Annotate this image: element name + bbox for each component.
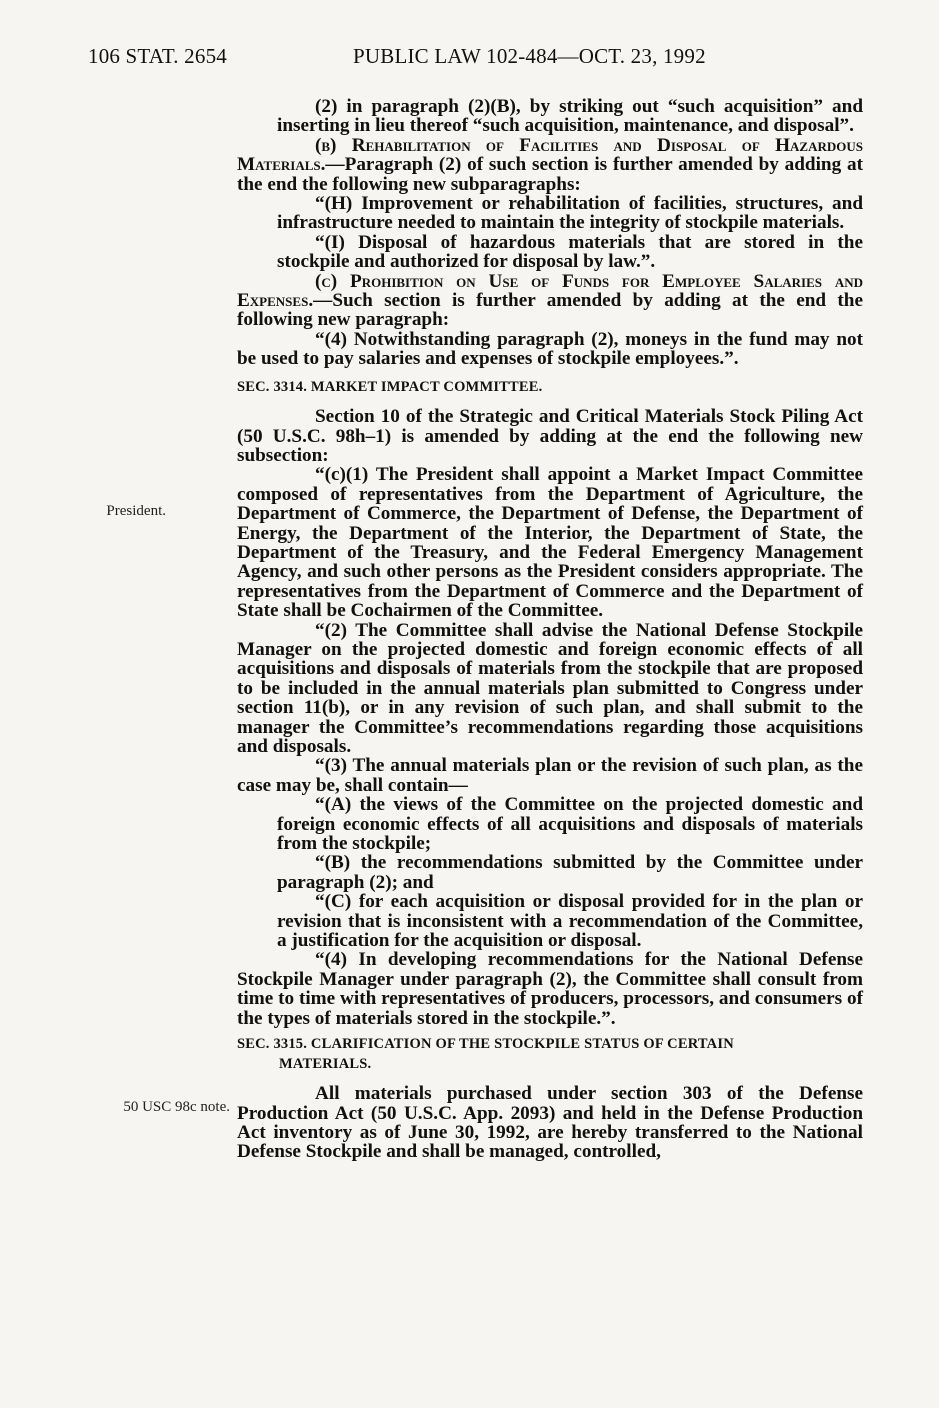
paragraph-c2: “(2) The Committee shall advise the National Defense Stockpile Manager on the projected domestic and foreign economic effects of all acquisitions and disposals of materials from the stockpile that are proposed to be included in the annual materials plan submitted to Congress under section 11(b), or in any revision of such plan, and shall submit to the manager the Committee’s recommendations regarding those acquisitions and disposals. [237, 619, 863, 757]
subsection-c-text: —Such section is further amended by adding at the end the following new paragraph: [237, 290, 863, 331]
subparagraph-i: “(I) Disposal of hazardous materials that are stored in the stockpile and authorized for disposal by law.”. [277, 231, 863, 273]
section-3315-heading [237, 1034, 863, 1074]
paragraph-c3: “(3) The annual materials plan or the revision of such plan, as the case may be, shall contain— [237, 755, 863, 796]
subsection-b-heading: (b) Rehabilitation of Facilities and Disposal of Hazardous Materials. [237, 134, 863, 176]
page-header [88, 44, 848, 74]
paragraph-c1: “(c)(1) The President shall appoint a Market Impact Committee composed of representatives from the Department of Agriculture, the Department of Commerce, the Department of Defense, the Department of Energy, the Department of the Interior, the Department of State, the Department of the Treasury, and the Federal Emergency Management Agency, and such other persons as the President considers appropriate. The representatives from the Department of Commerce and the Department of State shall be Cochairmen of the Committee. [237, 464, 863, 622]
subparagraph-h: “(H) Improvement or rehabilitation of facilities, structures, and infrastructure needed to maintain the integrity of stockpile materials. [277, 193, 863, 234]
subparagraph-b: “(B) the recommendations submitted by the Committee under paragraph (2); and [277, 852, 863, 893]
paragraph-4-funds: “(4) Notwithstanding paragraph (2), moneys in the fund may not be used to pay salaries and expenses of stockpile employees.”. [237, 328, 863, 370]
section-3314-intro: Section 10 of the Strategic and Critical Materials Stock Piling Act (50 U.S.C. 98h–1) is amended by adding at the end the following new subsection: [237, 406, 863, 466]
subsection-b [237, 136, 863, 194]
law-reference: PUBLIC LAW 102-484—OCT. 23, 1992 [353, 44, 706, 68]
margin-note-president: President. [106, 503, 166, 519]
subparagraph-c: “(C) for each acquisition or disposal provided for in the plan or revision that is inconsistent with a recommendation of the Committee, a justification for the acquisition or disposal. [277, 891, 863, 952]
section-3315-text: All materials purchased under section 303 of the Defense Production Act (50 U.S.C. App. 2093) and held in the Defense Production Act inventory as of June 30, 1992, are hereby transferred to the National Defense Stockpile and shall be managed, controlled, [237, 1083, 863, 1163]
section-3315-heading-line1: SEC. 3315. CLARIFICATION OF THE STOCKPILE STATUS OF CERTAIN [237, 1036, 734, 1053]
document-body [237, 97, 863, 1162]
section-3315-heading-line2: MATERIALS. [279, 1056, 372, 1073]
stat-reference: 106 STAT. 2654 [88, 44, 227, 68]
section-3314-heading: SEC. 3314. MARKET IMPACT COMMITTEE. [237, 378, 543, 395]
subsection-b-text: —Paragraph (2) of such section is further amended by adding at the end the following new subparagraphs: [237, 154, 863, 195]
subsection-c-heading: (c) Prohibition on Use of Funds for Employee Salaries and Expenses. [237, 270, 863, 312]
subsection-c [237, 272, 863, 330]
paragraph-c4: “(4) In developing recommendations for the National Defense Stockpile Manager under paragraph (2), the Committee shall consult from time to time with representatives of producers, processors, and consumers of the types of materials stored in the stockpile.”. [237, 949, 863, 1029]
paragraph-2b-amendment: (2) in paragraph (2)(B), by striking out “such acquisition” and inserting in lieu thereof “such acquisition, maintenance, and disposal”. [277, 96, 863, 137]
subparagraph-a: “(A) the views of the Committee on the projected domestic and foreign economic effects of all acquisitions and disposals of materials from the stockpile; [277, 794, 863, 855]
margin-note-usc: 50 USC 98c note. [123, 1099, 230, 1115]
